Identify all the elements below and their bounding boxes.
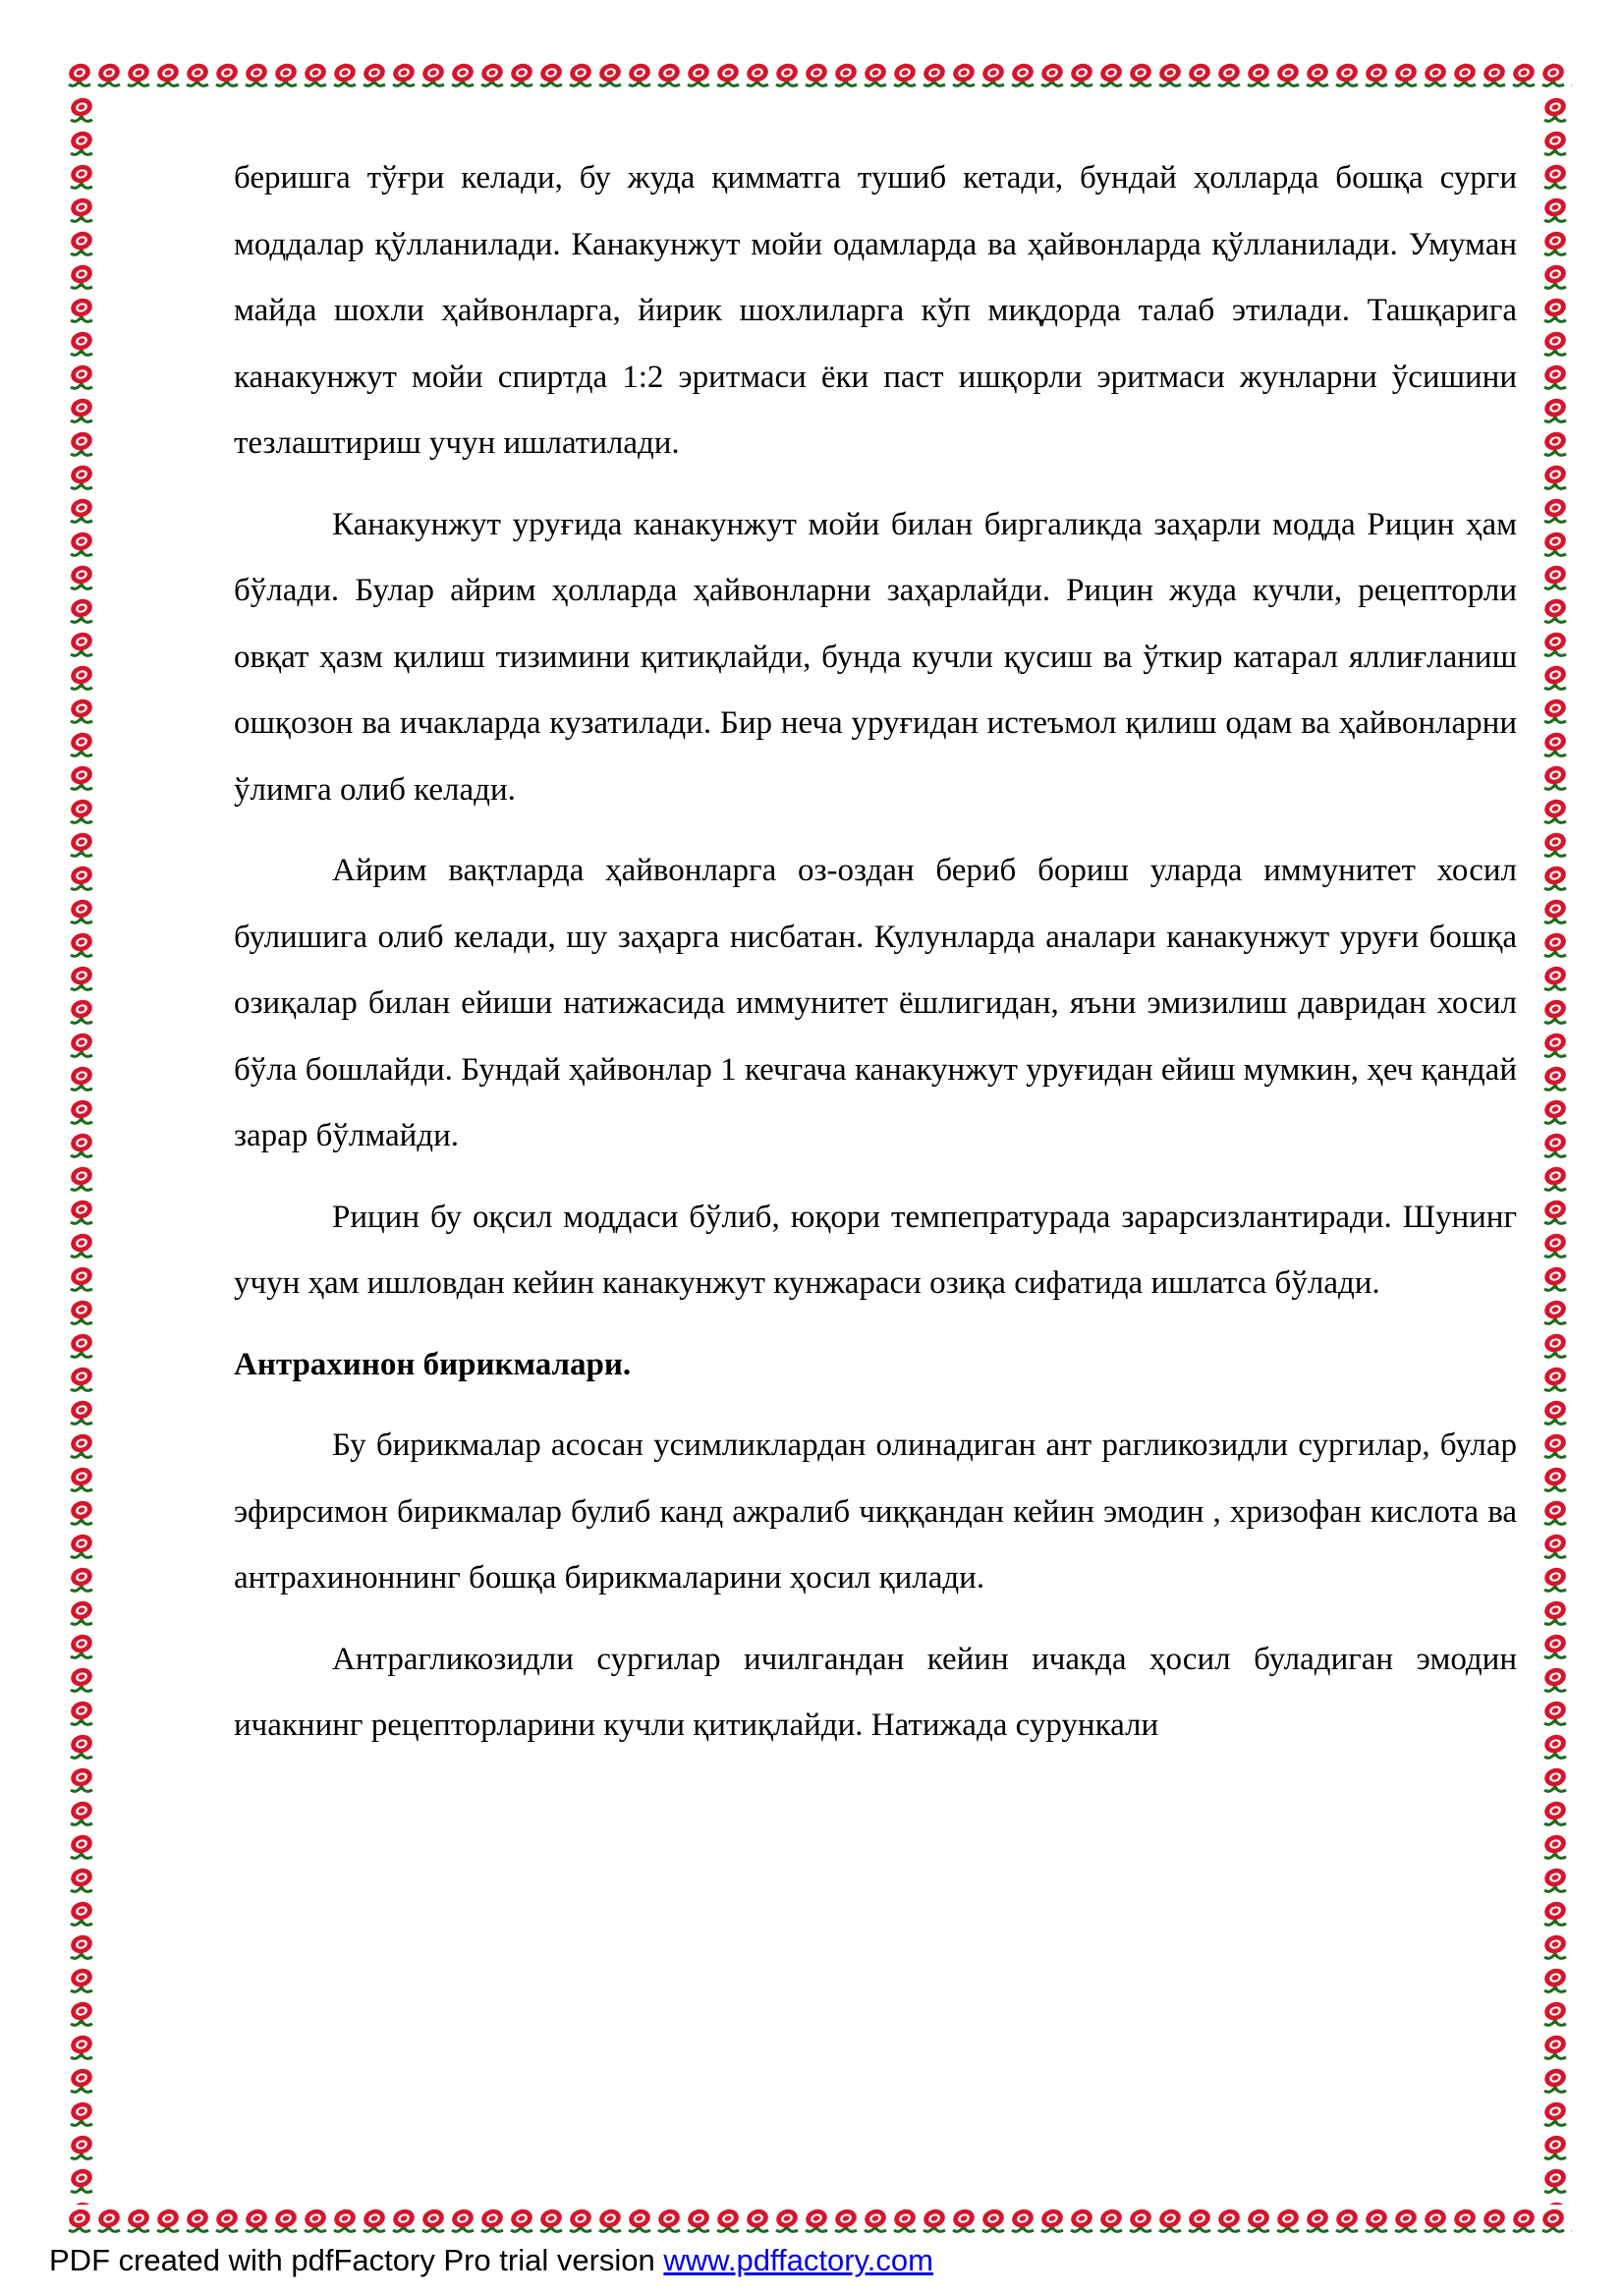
paragraph: Айрим вақтларда ҳайвонларга оз-оздан бериб бориш уларда иммунитет хосил булишига олиб келади, шу заҳарга нисбатан. Кулунларда аналари канакунжут уруғи бошқа озиқалар билан ейиши натижасида иммунитет ёшлигидан, яъни эмизилиш давридан хосил бўла бошлайди. Бундай ҳайвонлар 1 кечгача канакунжут уруғидан ейиш мумкин, ҳеч қандай зарар бўлмайди. [234,853,1517,1153]
pdf-footer [49,2243,933,2278]
paragraph: Бу бирикмалар асосан усимликлардан олинадиган ант рагликозидли сургилар, булар эфирсимон бирикмалар булиб канд ажралиб чиққандан кейин эмодин , хризофан кислота ва антрахиноннинг бошқа бирикмаларини ҳосил қилади. [234,1428,1517,1596]
paragraph: беришга тўғри келади, бу жуда қимматга тушиб кетади, бундай ҳолларда бошқа сурги моддалар қўлланилади. Канакунжут мойи одамларда ва ҳайвонларда қўлланилади. Умуман майда шохли ҳайвонларга, йирик шохлиларга кўп миқдорда талаб этилади. Ташқарига канакунжут мойи спиртда 1:2 эритмаси ёки паст ишқорли эритмаси жунларни ўсишини тезлаштириш учун ишлатилади. [234,160,1517,461]
paragraph: Канакунжут уруғида канакунжут мойи билан биргаликда заҳарли модда Рицин ҳам бўлади. Булар айрим ҳолларда ҳайвонларни заҳарлайди. Рицин жуда кучли, рецепторли овқат ҳазм қилиш тизимини қитиқлайди, бунда кучли қусиш ва ўткир катарал яллиғланиш ошқозон ва ичакларда кузатилади. Бир неча уруғидан истеъмол қилиш одам ва ҳайвонларни ўлимга олиб келади. [234,506,1517,808]
flower-border-icon [65,59,1572,92]
flower-border-icon [65,92,98,2205]
paragraph: Антрагликозидли сургилар ичилгандан кейин ичакда ҳосил буладиган эмодин ичакнинг рецепторларини кучли қитиқлайди. Натижада сурункали [234,1641,1517,1743]
flower-border-icon [65,2205,1572,2238]
paragraph: Рицин бу оқсил моддаси бўлиб, юқори темпепратурада зарарсизлантиради. Шунинг учун ҳам ишловдан кейин канакунжут кунжараси озиқа сифатида ишлатса бўлади. [234,1199,1517,1301]
footer-link[interactable]: www.pdffactory.com [663,2243,933,2277]
section-heading: Антрахинон бирикмалари. [234,1346,632,1382]
flower-border-icon [1539,92,1572,2205]
document-body [234,145,1517,1760]
footer-text: PDF created with pdfFactory Pro trial version [49,2243,664,2277]
